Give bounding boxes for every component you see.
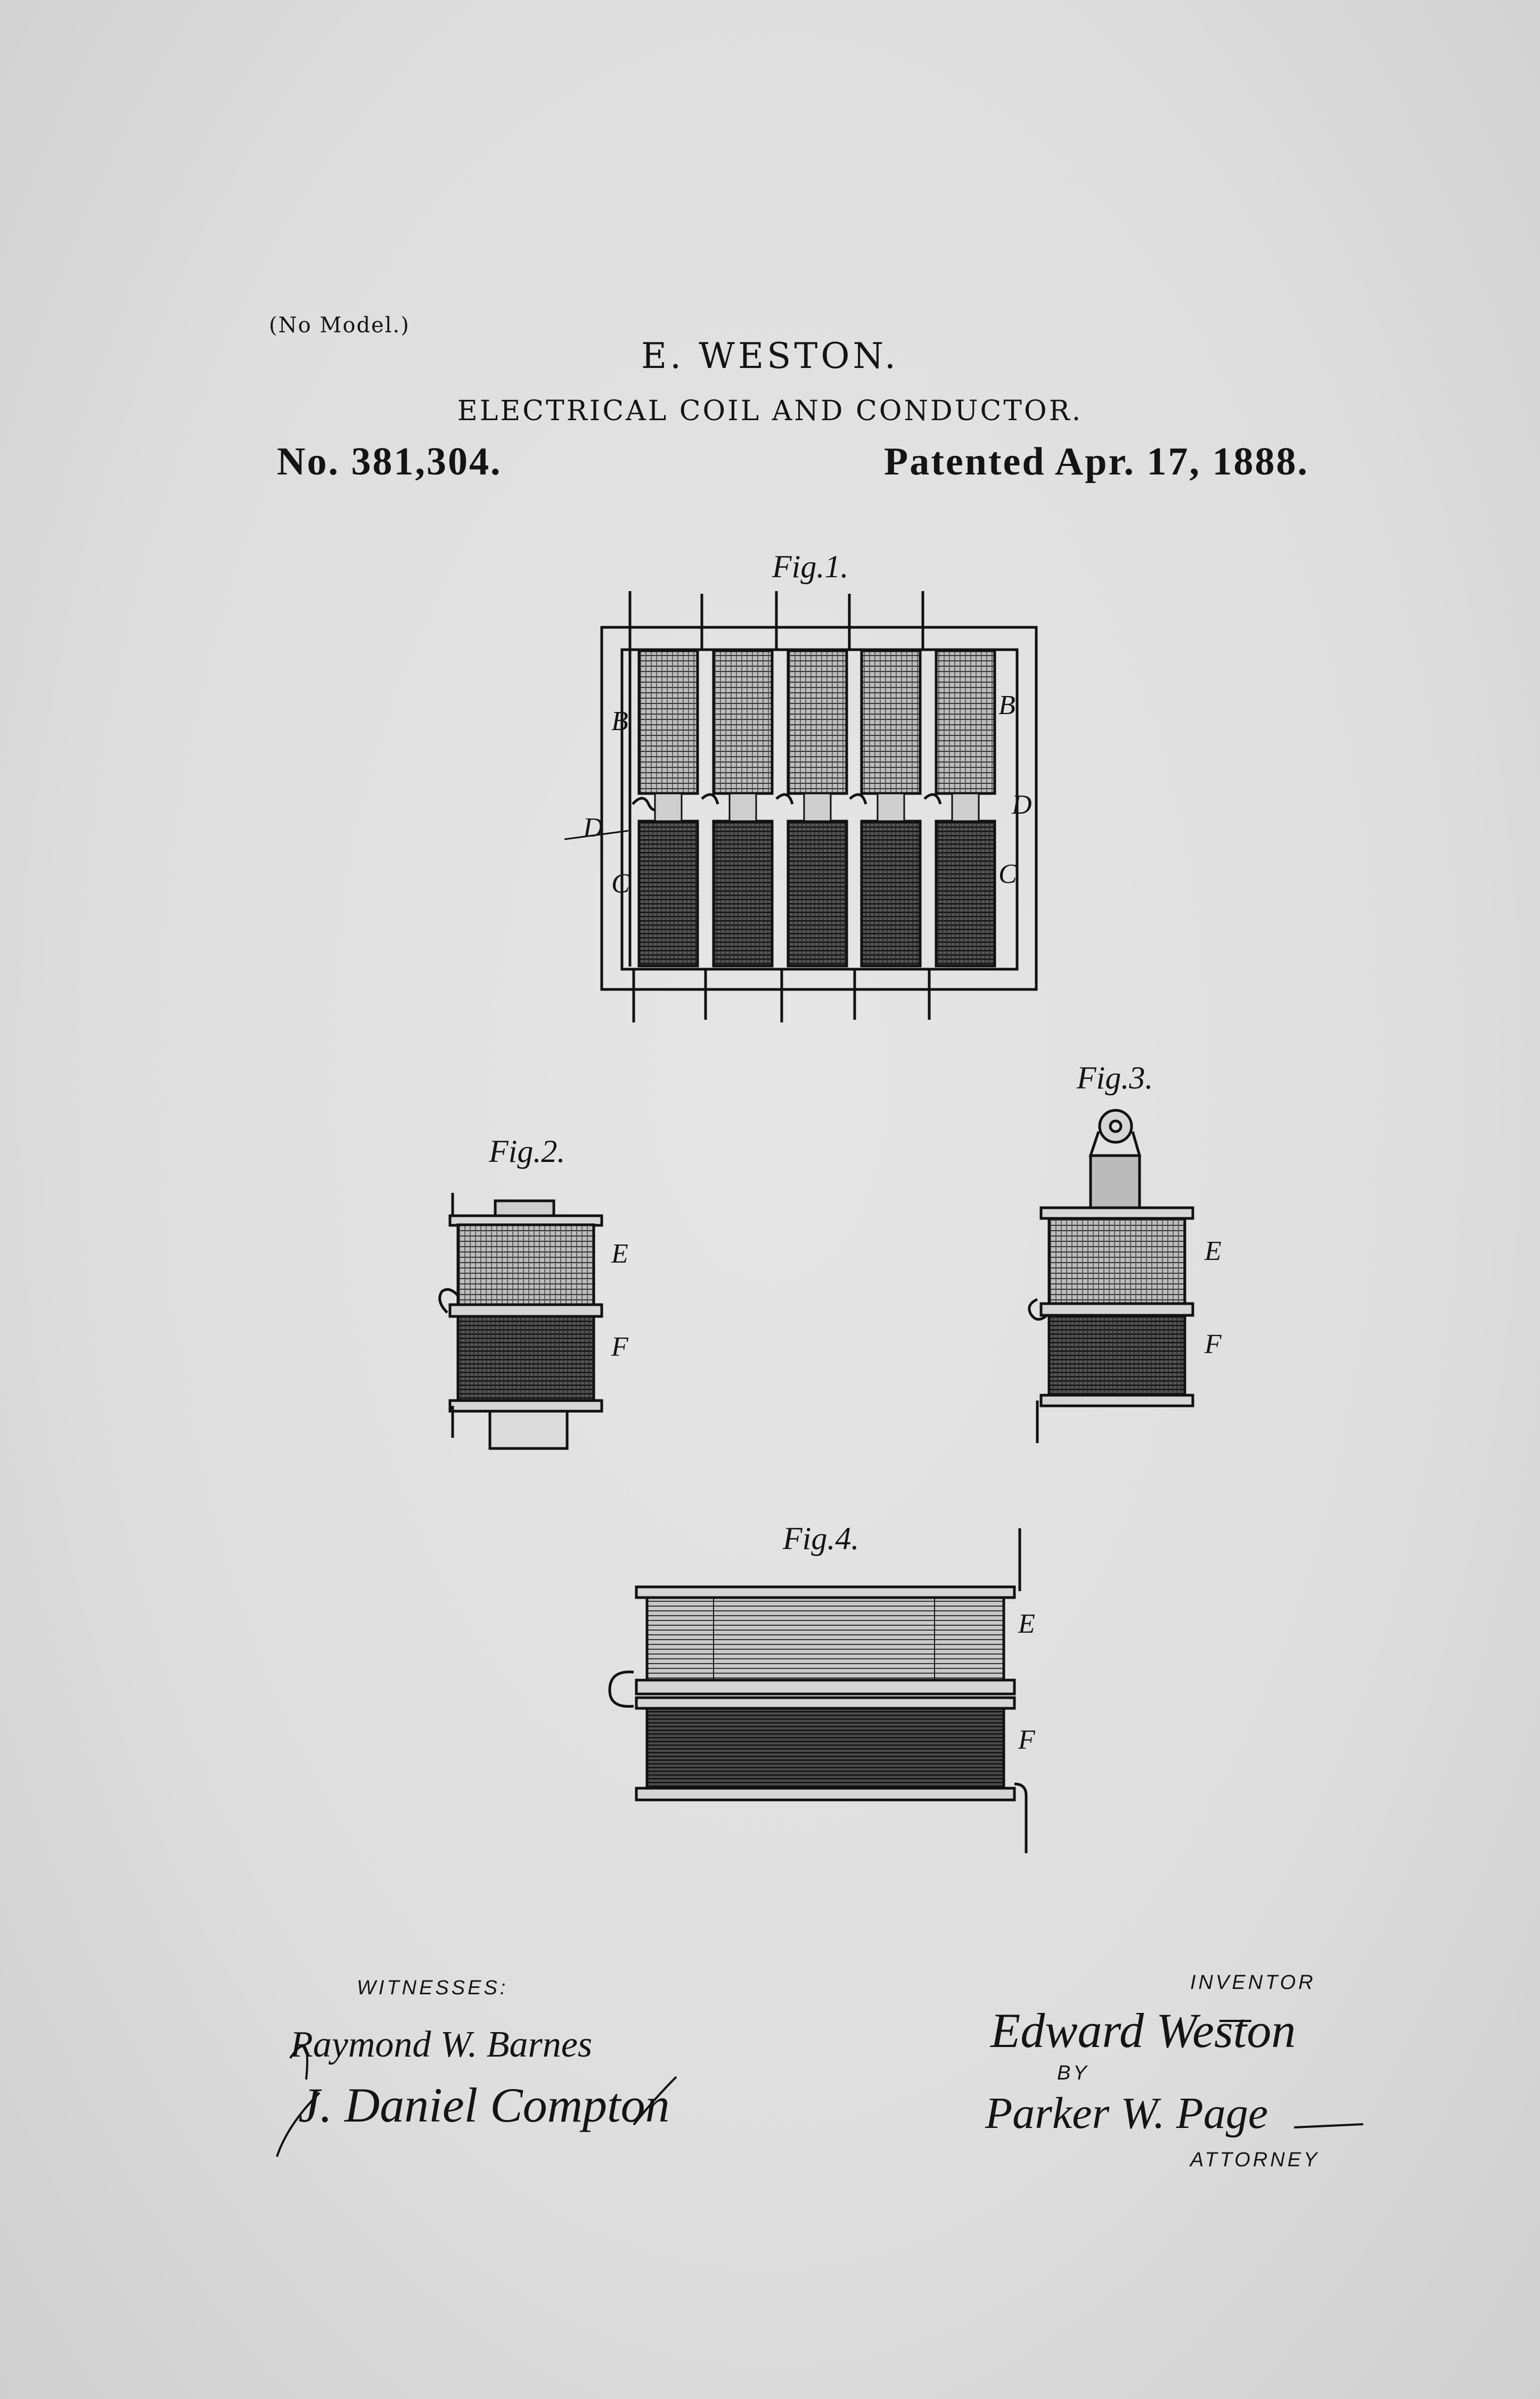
fig4-ref-f: F xyxy=(1018,1725,1035,1755)
figure-3 xyxy=(1029,1110,1193,1443)
fig3-ref-f: F xyxy=(1205,1329,1222,1360)
fig2-ref-e: E xyxy=(611,1239,628,1269)
fig1-ref-d-left: D xyxy=(583,813,603,843)
fig1-ref-b-left: B xyxy=(611,706,628,736)
fig3-label: Fig.3. xyxy=(1077,1060,1153,1095)
figure-1 xyxy=(564,591,1036,1022)
fig1-ref-c-left: C xyxy=(611,869,630,899)
fig4-ref-e: E xyxy=(1018,1609,1035,1639)
fig1-coil-2 xyxy=(702,651,772,966)
fig4-label: Fig.4. xyxy=(783,1521,859,1556)
figure-2 xyxy=(440,1193,602,1448)
inventor-label: INVENTOR xyxy=(1190,1971,1316,1994)
fig1-ref-c-right: C xyxy=(998,859,1017,889)
witness-1-signature: Raymond W. Barnes xyxy=(290,2024,593,2065)
fig1-coil-4 xyxy=(850,651,920,966)
by-label: BY xyxy=(1057,2062,1090,2084)
inventor-heading: E. WESTON. xyxy=(641,335,899,376)
no-model-note: (No Model.) xyxy=(269,313,410,338)
patent-title: ELECTRICAL COIL AND CONDUCTOR. xyxy=(457,395,1083,427)
figure-4 xyxy=(610,1528,1026,1853)
fig2-ref-f: F xyxy=(611,1332,628,1362)
fig3-ref-e: E xyxy=(1205,1236,1222,1266)
patent-date: Patented Apr. 17, 1888. xyxy=(884,440,1309,484)
fig1-label: Fig.1. xyxy=(772,549,849,584)
fig1-ref-b-right: B xyxy=(998,690,1015,720)
inventor-signature: Edward Weston xyxy=(990,2003,1296,2058)
witness-2-signature: J. Daniel Compton xyxy=(298,2078,670,2132)
patent-number: No. 381,304. xyxy=(277,440,502,484)
fig1-coil-1 xyxy=(633,651,698,966)
fig2-label: Fig.2. xyxy=(489,1134,566,1169)
attorney-signature: Parker W. Page xyxy=(985,2089,1268,2138)
attorney-label: ATTORNEY xyxy=(1190,2149,1320,2171)
fig1-coil-5 xyxy=(924,651,995,966)
fig1-ref-d-right: D xyxy=(1012,790,1032,820)
witnesses-label: WITNESSES: xyxy=(357,1977,509,1999)
fig1-coil-3 xyxy=(776,651,847,966)
